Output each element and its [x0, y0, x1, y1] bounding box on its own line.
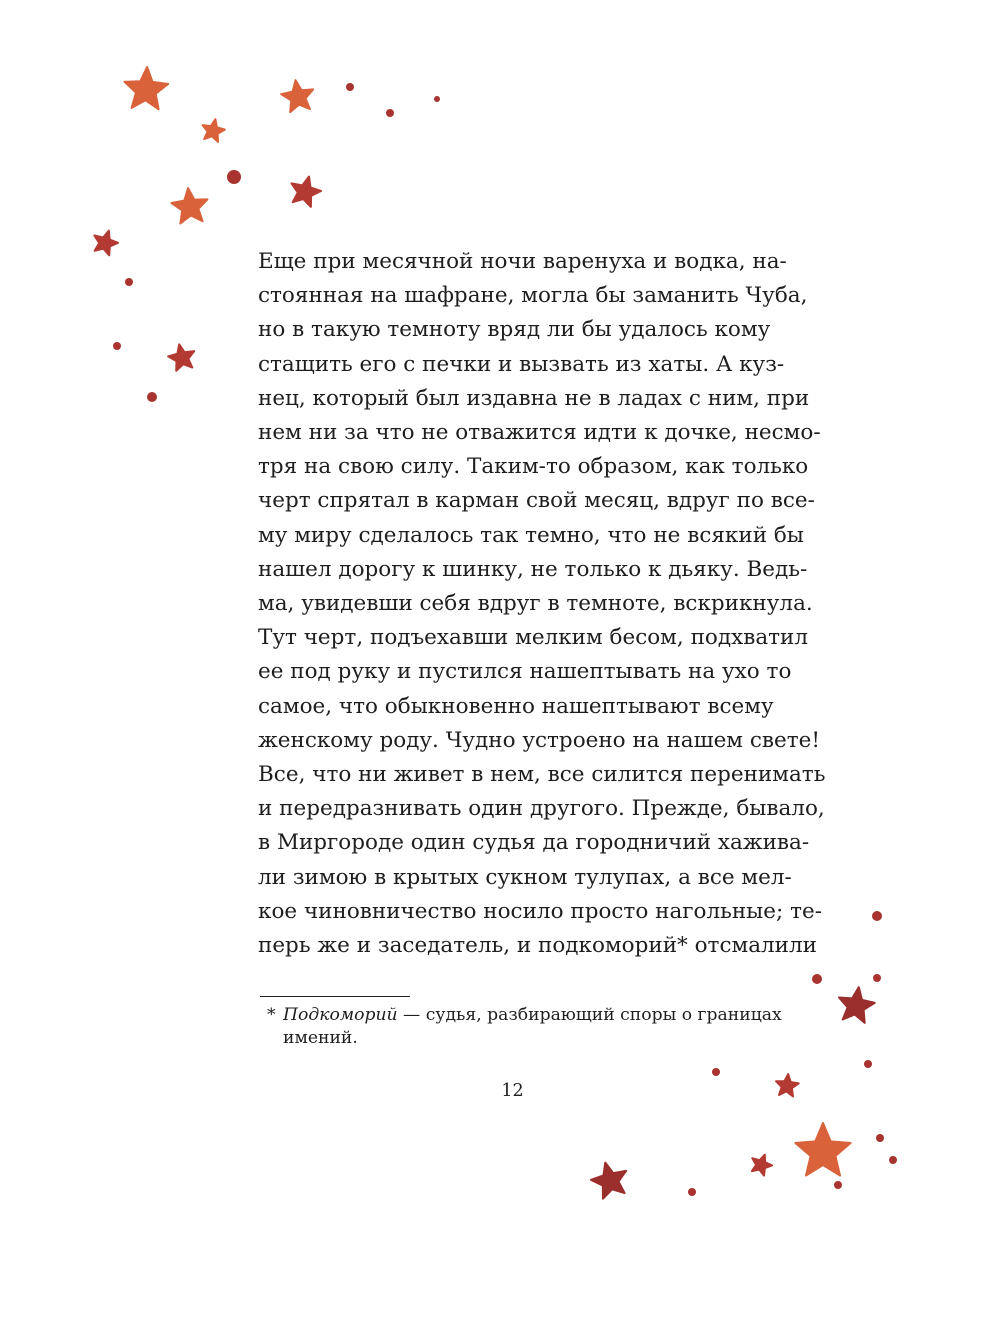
- star-icon: [94, 231, 118, 256]
- star-icon: [795, 1123, 850, 1176]
- text-line: ма, увидевши себя вдруг в темноте, вскрикнула.: [258, 591, 813, 617]
- star-icon: [171, 188, 207, 223]
- text-line: нашел дорогу к шинку, не только к дьяку. Ведь-: [258, 556, 808, 582]
- star-icon: [839, 987, 875, 1023]
- text-line: самое, что обыкновенно нашептывают всему: [258, 693, 774, 719]
- dot-icon: [147, 392, 157, 402]
- text-line: Еще при месячной ночи варенуха и водка, на-: [258, 249, 787, 274]
- dot-icon: [889, 1156, 897, 1164]
- footnote-line: имений.: [283, 1028, 358, 1048]
- text-line: Тут черт, подъехавши мелким бесом, подхватил: [258, 625, 809, 651]
- text-line: тря на свою силу. Таким-то образом, как только: [258, 454, 809, 480]
- dot-icon: [227, 170, 241, 184]
- text-line: женскому роду. Чудно устроено на нашем свете!: [258, 727, 820, 753]
- text-line: стоянная на шафране, могла бы заманить Чуба,: [258, 283, 808, 309]
- text-line: черт спрятал в карман свой месяц, вдруг по все-: [258, 488, 815, 514]
- text-line: нец, который был издавна не в ладах с ним, при: [258, 385, 810, 411]
- footnote-term: Подкоморий: [283, 1005, 398, 1025]
- star-icon: [168, 344, 194, 370]
- body-text: [258, 245, 826, 963]
- dot-icon: [113, 342, 121, 350]
- dot-icon: [688, 1188, 696, 1196]
- text-line: стащить его с печки и вызвать из хаты. А куз-: [258, 351, 785, 377]
- footnote-marker: *: [267, 1005, 276, 1025]
- dot-icon: [386, 109, 394, 117]
- footnote-divider: [260, 996, 410, 997]
- text-line: но в такую темноту вряд ли бы удалось кому: [258, 317, 771, 343]
- text-line: и передразнивать один другого. Прежде, бывало,: [258, 796, 825, 822]
- text-line: ли зимою в крытых сукном тулупах, а все мел-: [258, 864, 792, 890]
- star-icon: [125, 67, 169, 109]
- dot-icon: [346, 83, 354, 91]
- page-number: 12: [501, 1081, 524, 1101]
- footnote: [267, 1004, 782, 1050]
- dot-icon: [872, 911, 882, 921]
- text-line: Все, что ни живет в нем, все силится перенимать: [258, 762, 826, 788]
- text-line: кое чиновничество носило просто нагольные; те-: [258, 898, 822, 924]
- star-icon: [752, 1155, 772, 1176]
- dot-icon: [876, 1134, 884, 1142]
- star-icon: [292, 177, 322, 207]
- dot-icon: [125, 278, 133, 286]
- footnote-line: [283, 1004, 782, 1027]
- text-line: му миру сделалось так темно, что не всякий бы: [258, 522, 804, 548]
- star-icon: [281, 80, 313, 112]
- text-line: перь же и заседатель, и подкоморий* отсмалили: [258, 933, 817, 959]
- text-line: в Миргороде один судья да городничий хажива-: [258, 830, 810, 856]
- dot-icon: [834, 1181, 842, 1189]
- footnote-definition: — судья, разбирающий споры о границах: [397, 1005, 782, 1025]
- text-line: ее под руку и пустился нашептывать на ухо то: [258, 659, 792, 685]
- dot-icon: [873, 974, 881, 982]
- star-icon: [591, 1163, 626, 1199]
- star-icon: [203, 119, 225, 142]
- text-line: нем ни за что не отважится идти к дочке, несмо-: [258, 420, 821, 446]
- dot-icon: [812, 974, 822, 984]
- dot-icon: [712, 1068, 720, 1076]
- dot-icon: [434, 96, 440, 102]
- dot-icon: [864, 1060, 872, 1068]
